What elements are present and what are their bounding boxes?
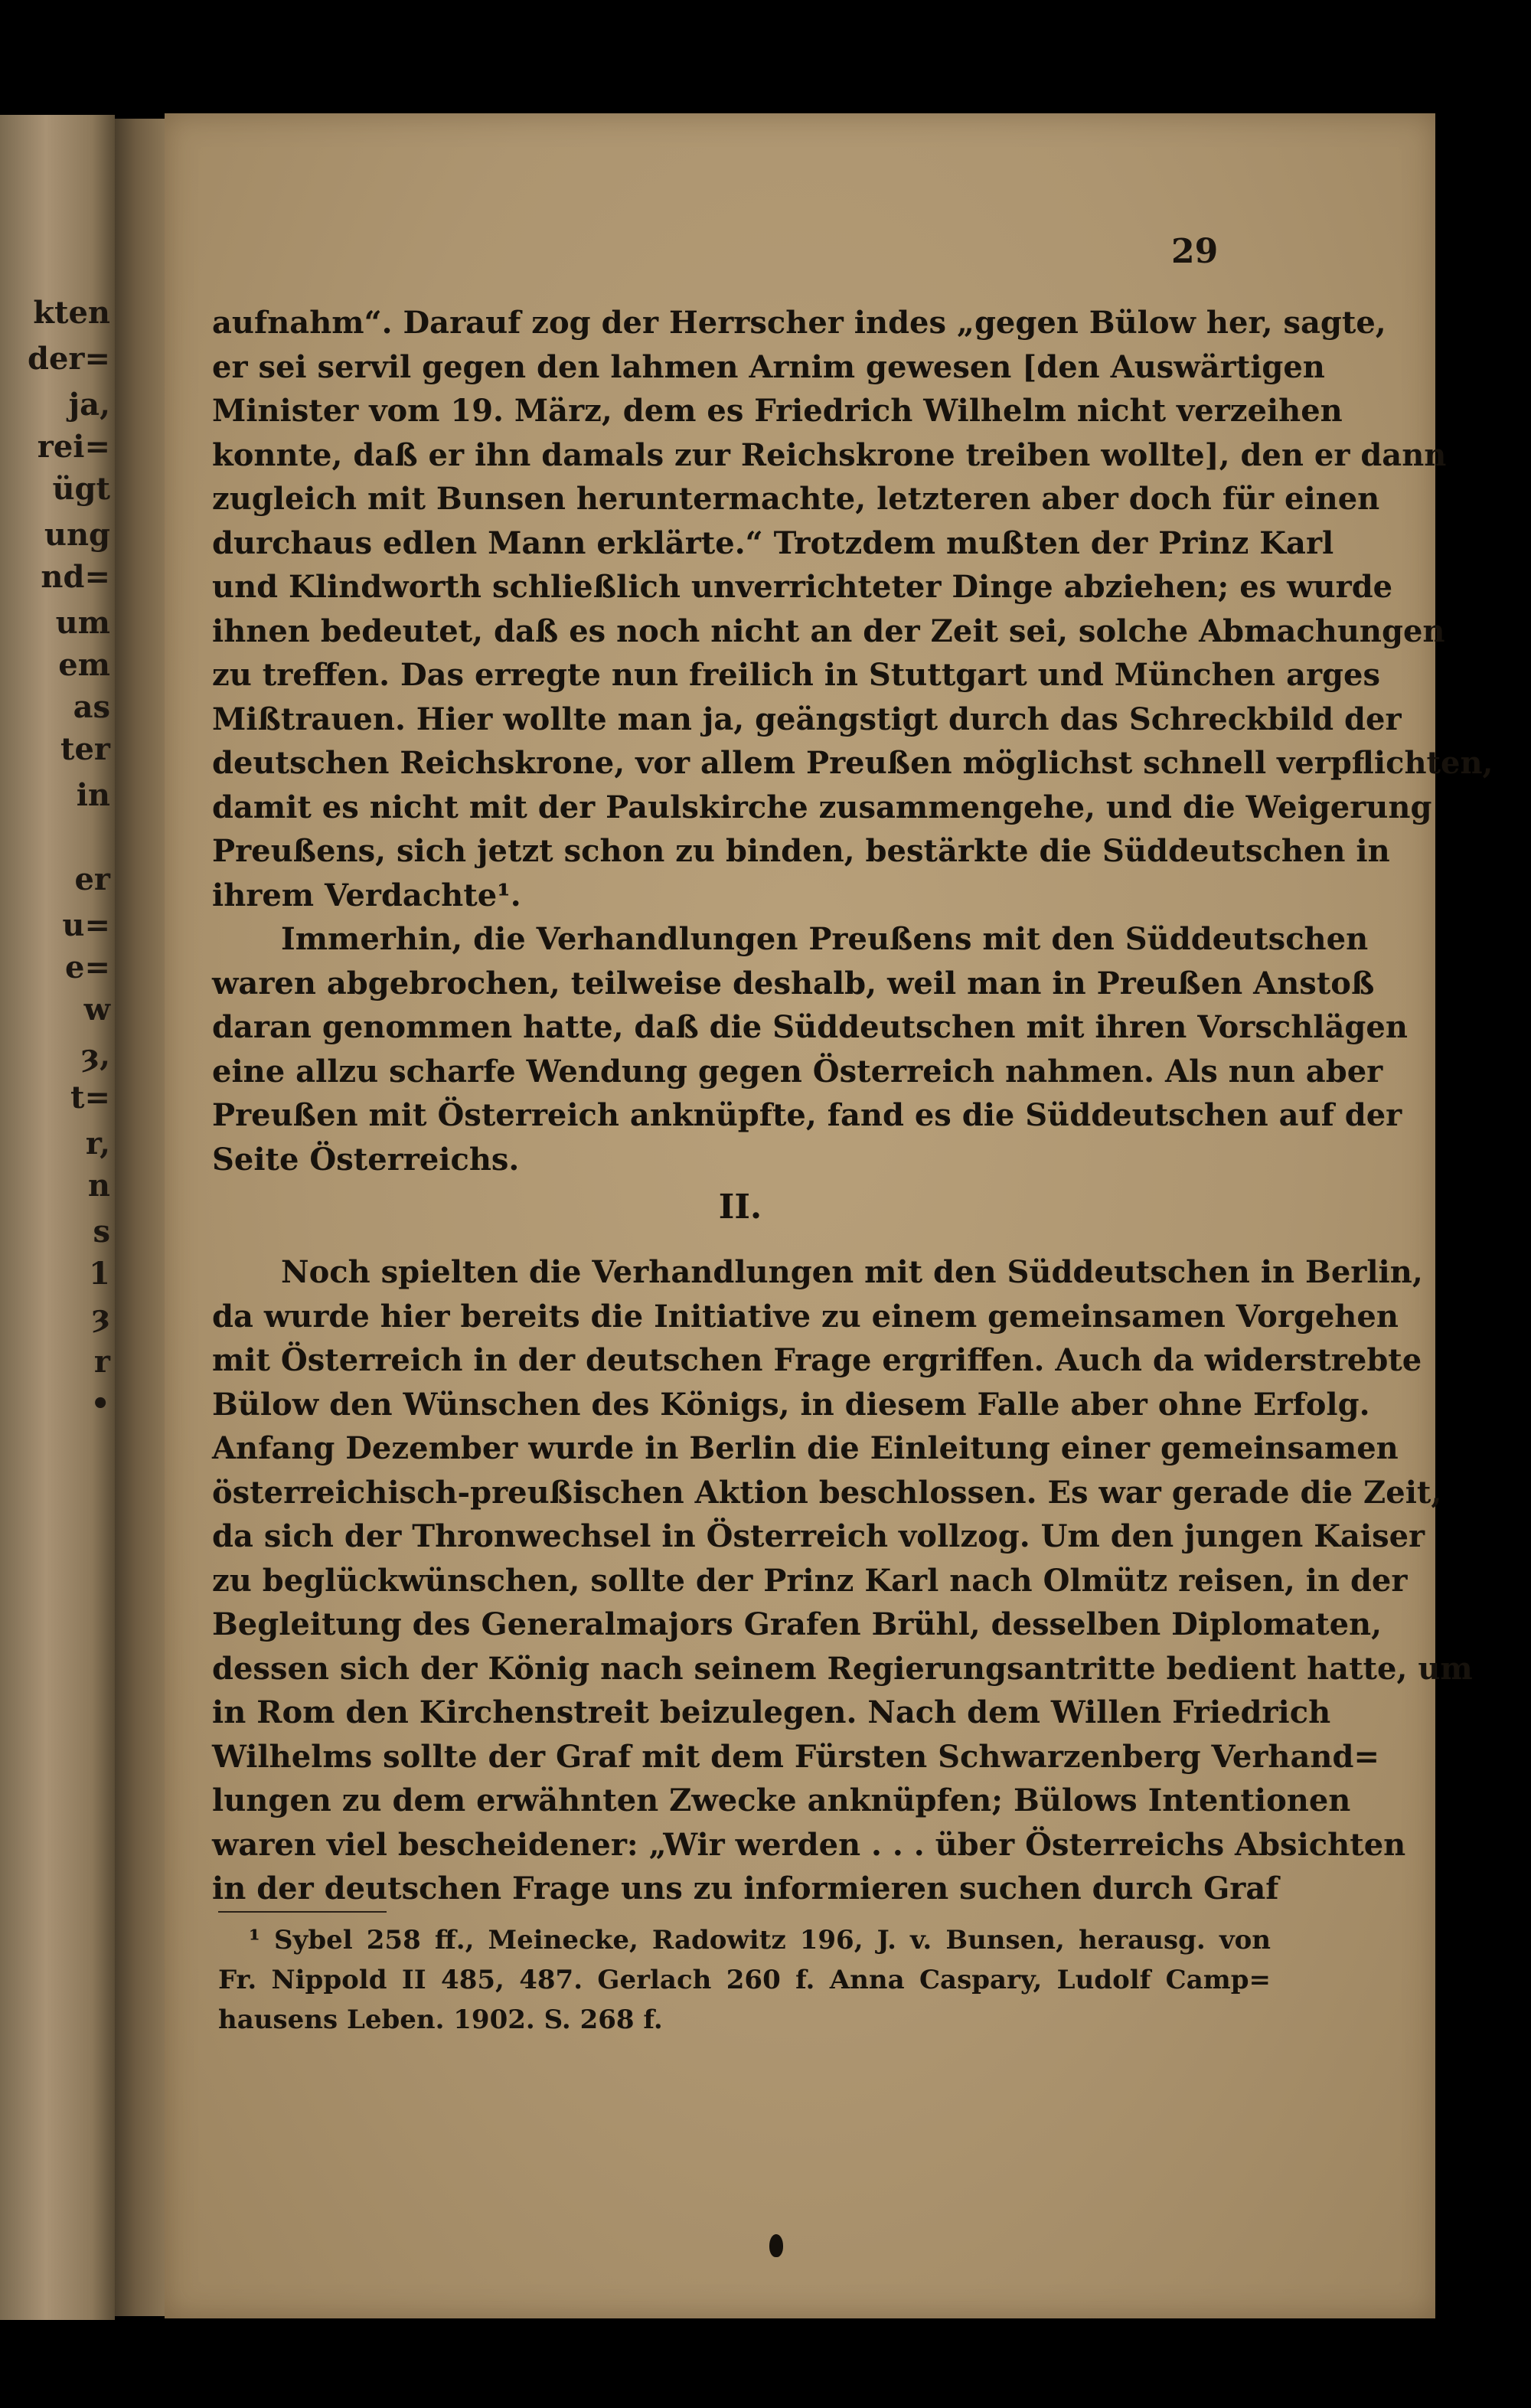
text-line: Wilhelms sollte der Graf mit dem Fürsten Schwarzenberg Verhand=	[212, 1738, 1379, 1775]
left-page-fragment: r	[93, 1344, 110, 1380]
left-page-fragment: t=	[70, 1080, 110, 1116]
text-line: ihrem Verdachte¹.	[212, 877, 521, 913]
text-line: österreichisch-preußischen Aktion beschlossen. Es war gerade die Zeit,	[212, 1474, 1442, 1511]
paragraph-1	[212, 301, 1493, 917]
text-line: da wurde hier bereits die Initiative zu einem gemeinsamen Vorgehen	[212, 1298, 1399, 1335]
left-page-fragment: s	[93, 1214, 110, 1250]
left-page-fragment: em	[58, 647, 110, 683]
left-page-fragment: 1	[89, 1256, 110, 1292]
footnote-rule	[218, 1911, 387, 1913]
text-line: Preußens, sich jetzt schon zu binden, bestärkte die Süddeutschen in	[212, 833, 1390, 869]
text-line: Fr. Nippold II 485, 487. Gerlach 260 f. Anna Caspary, Ludolf Camp=	[218, 1965, 1271, 1995]
text-line: er sei servil gegen den lahmen Arnim gewesen [den Auswärtigen	[212, 348, 1325, 385]
text-line: eine allzu scharfe Wendung gegen Österreich nahmen. Als nun aber	[212, 1053, 1383, 1090]
text-line: Immerhin, die Verhandlungen Preußens mit den Süddeutschen	[281, 921, 1369, 957]
left-page-fragment: kten	[33, 295, 110, 331]
left-page-fragment: ȝ	[91, 1298, 110, 1334]
left-page-fragment: in	[76, 777, 110, 813]
page-number: 29	[1171, 232, 1219, 271]
left-page-fragment: ügt	[52, 471, 110, 507]
section-heading: II.	[718, 1188, 762, 1227]
left-page-fragment: n	[87, 1168, 110, 1204]
text-line: damit es nicht mit der Paulskirche zusammengehe, und die Weigerung	[212, 789, 1432, 825]
left-page-edge	[0, 115, 115, 2320]
body-text	[212, 301, 1493, 1911]
ink-blot-mark	[769, 2234, 783, 2257]
text-line: Anfang Dezember wurde in Berlin die Einleitung einer gemeinsamen	[212, 1430, 1399, 1466]
paragraph-3	[212, 1250, 1473, 1911]
text-line: zu treffen. Das erregte nun freilich in Stuttgart und München arges	[212, 657, 1380, 693]
left-page-fragment: ja,	[68, 387, 110, 423]
left-page-fragment: um	[55, 605, 110, 641]
left-page-fragment: u=	[62, 907, 110, 943]
left-page-fragment: der=	[27, 341, 110, 377]
text-line: ihnen bedeutet, daß es noch nicht an der Zeit sei, solche Abmachungen	[212, 613, 1445, 649]
text-line: da sich der Thronwechsel in Österreich vollzog. Um den jungen Kaiser	[212, 1518, 1425, 1554]
left-page-fragment: ung	[44, 517, 110, 553]
text-line: waren viel bescheidener: „Wir werden . . . über Österreichs Absichten	[212, 1826, 1406, 1863]
left-page-fragment: ter	[60, 731, 110, 767]
left-page-fragment: er	[74, 861, 110, 897]
text-line: in Rom den Kirchenstreit beizulegen. Nach dem Willen Friedrich	[212, 1694, 1331, 1730]
text-line: Mißtrauen. Hier wollte man ja, geängstigt durch das Schreckbild der	[212, 701, 1402, 737]
text-line: aufnahm“. Darauf zog der Herrscher indes „gegen Bülow her, sagte,	[212, 305, 1386, 341]
text-line: durchaus edlen Mann erklärte.“ Trotzdem mußten der Prinz Karl	[212, 524, 1334, 561]
left-page-fragment: nd=	[41, 559, 110, 595]
text-line: dessen sich der König nach seinem Regierungsantritte bedient hatte, um	[212, 1650, 1473, 1687]
left-page-fragment: as	[73, 689, 110, 725]
left-page-fragment: r,	[85, 1126, 110, 1162]
book-gutter	[115, 119, 168, 2316]
text-line: Preußen mit Österreich anknüpfte, fand es die Süddeutschen auf der	[212, 1097, 1402, 1133]
left-page-fragment: •	[90, 1386, 110, 1422]
text-line: Minister vom 19. März, dem es Friedrich Wilhelm nicht verzeihen	[212, 393, 1343, 429]
footnotes	[218, 1920, 1271, 2040]
text-line: Bülow den Wünschen des Königs, in diesem Falle aber ohne Erfolg.	[212, 1386, 1370, 1423]
text-line: lungen zu dem erwähnten Zwecke anknüpfen; Bülows Intentionen	[212, 1782, 1351, 1818]
text-line: und Klindworth schließlich unverrichteter Dinge abziehen; es wurde	[212, 569, 1393, 605]
text-line: Noch spielten die Verhandlungen mit den Süddeutschen in Berlin,	[281, 1254, 1423, 1290]
text-line: ¹ Sybel 258 ff., Meinecke, Radowitz 196, J. v. Bunsen, herausg. von	[249, 1925, 1271, 1955]
section-heading-row	[212, 1181, 1268, 1250]
left-page-fragment: rei=	[37, 429, 110, 465]
left-page-fragment: w	[83, 992, 110, 1028]
text-line: Begleitung des Generalmajors Grafen Brühl, desselben Diplomaten,	[212, 1606, 1382, 1642]
text-line: daran genommen hatte, daß die Süddeutschen mit ihren Vorschlägen	[212, 1009, 1408, 1045]
left-page-fragment: ȝ,	[80, 1037, 110, 1073]
left-page-fragment: e=	[65, 949, 110, 985]
text-line: zugleich mit Bunsen heruntermachte, letzteren aber doch für einen	[212, 481, 1380, 517]
text-line: Seite Österreichs.	[212, 1141, 520, 1178]
text-line: waren abgebrochen, teilweise deshalb, weil man in Preußen Anstoß	[212, 965, 1375, 1001]
book-page	[165, 113, 1493, 2318]
text-line: konnte, daß er ihn damals zur Reichskrone treiben wollte], den er dann	[212, 436, 1447, 473]
text-line: deutschen Reichskrone, vor allem Preußen möglichst schnell verpflichten,	[212, 745, 1493, 781]
text-line: zu beglückwünschen, sollte der Prinz Karl nach Olmütz reisen, in der	[212, 1562, 1408, 1599]
paragraph-2	[212, 917, 1408, 1181]
text-line: in der deutschen Frage uns zu informieren suchen durch Graf	[212, 1871, 1279, 1906]
text-line: hausens Leben. 1902. S. 268 f.	[218, 2004, 663, 2035]
text-line: mit Österreich in der deutschen Frage ergriffen. Auch da widerstrebte	[212, 1342, 1422, 1378]
